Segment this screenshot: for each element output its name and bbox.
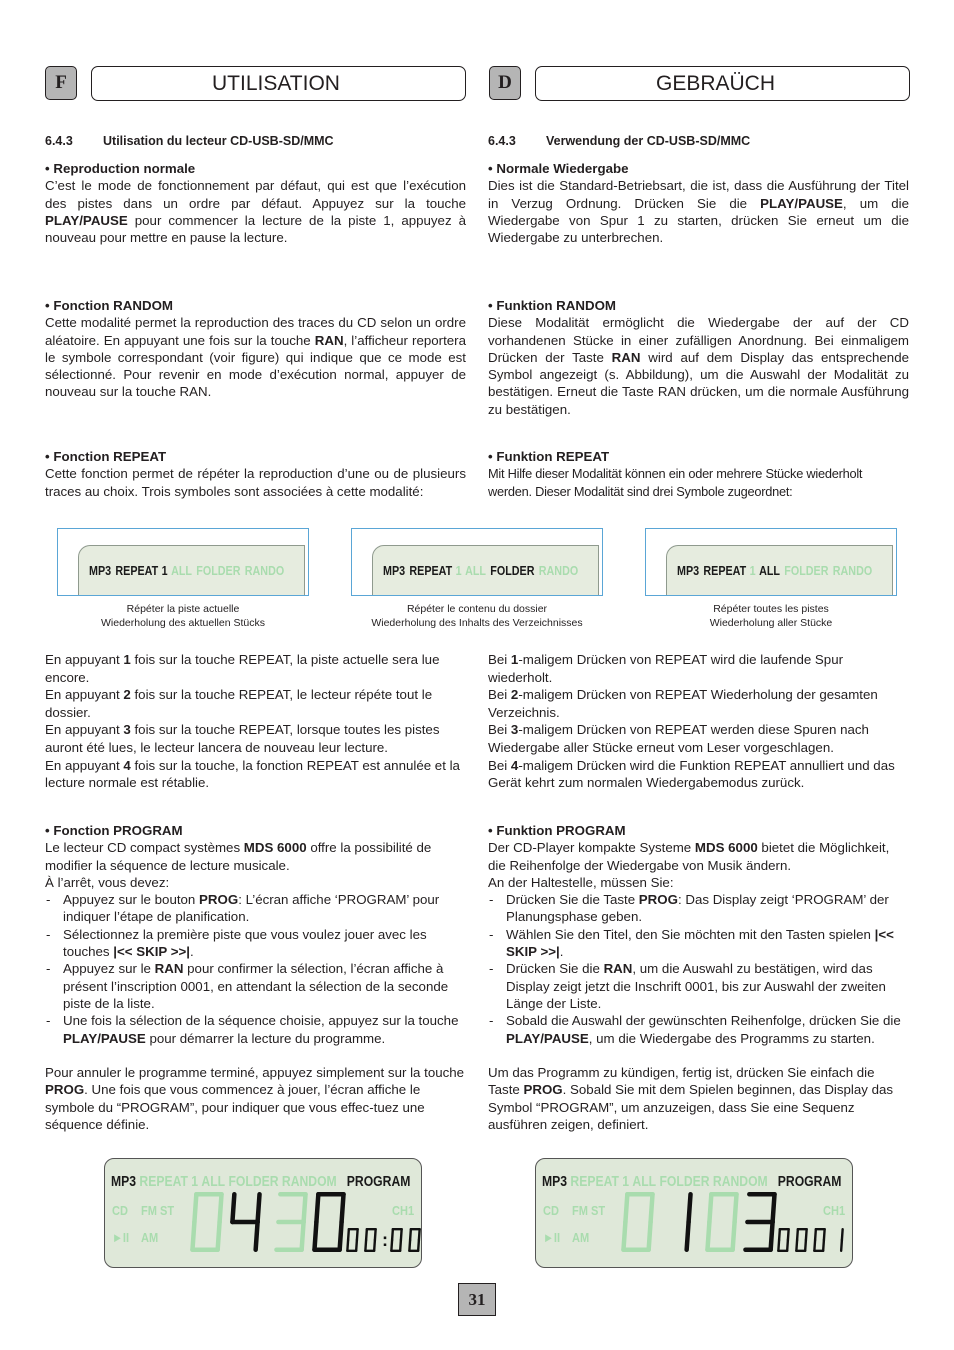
list-item: Bei 3-maligem Drücken von REPEAT werden diese Spuren nach Wiedergabe aller Stücke erneut vom Leser vorgeschlagen. — [488, 722, 869, 755]
lcd-digit — [389, 1227, 404, 1253]
lcd-segment: 1 — [191, 1174, 199, 1190]
lcd-label-cd: CD — [112, 1203, 128, 1218]
lcd-segment-row — [677, 564, 877, 578]
lcd-segment: 1 — [749, 564, 756, 578]
lcd-segment: ALL — [201, 1174, 226, 1190]
lcd-segment-row — [542, 1174, 845, 1190]
lcd-digit — [742, 1191, 778, 1253]
lcd-label-fmst: FM ST — [141, 1203, 175, 1218]
lcd-segment: FOLDER — [784, 564, 829, 578]
lcd-segment: MP3 — [89, 564, 112, 578]
lcd-digit — [830, 1227, 845, 1253]
list-item: - Appuyez sur le RAN pour confirmer la sélection, l’écran affiche à présent l’inscription 0001, en attendant la sélection de la seconde piste de la liste. — [45, 960, 466, 1012]
lcd-small-digits — [776, 1227, 848, 1253]
lcd-segment: FOLDER — [228, 1174, 279, 1190]
lcd-digit — [189, 1191, 225, 1253]
lcd-label-am: AM — [141, 1230, 159, 1245]
lcd-segment: MP3 — [111, 1174, 137, 1190]
page-title-fr: UTILISATION — [91, 66, 466, 101]
list-item: - Appuyez sur le bouton PROG: L’écran affiche ‘PROGRAM’ pour indiquer l’étape de planification. — [45, 891, 466, 926]
lcd-segment: REPEAT — [139, 1174, 188, 1190]
lcd-digit — [407, 1227, 422, 1253]
lcd-segment: MP3 — [383, 564, 406, 578]
list-item: - Une fois la sélection de la séquence choisie, appuyez sur la touche PLAY/PAUSE pour démarrer la lecture du programme. — [45, 1012, 466, 1047]
list-item: Bei 1-maligem Drücken von REPEAT wird die laufende Spur wiederholt. — [488, 652, 844, 685]
list-item: En appuyant 1 fois sur la touche REPEAT, la piste actuelle sera lue encore. — [45, 652, 440, 685]
lcd-digit — [311, 1191, 347, 1253]
list-item: En appuyant 3 fois sur la touche REPEAT, lorsque toutes les pistes auront été lues, le lecteur lancera de nouveau leur lecture. — [45, 722, 440, 755]
lcd-segment: 1 — [455, 564, 462, 578]
list-item: Bei 2-maligem Drücken von REPEAT Wiederholung der gesamten Verzeichnis. — [488, 687, 878, 720]
lcd-segment: PROGRAM — [346, 1174, 411, 1190]
repeat-press-list — [488, 651, 909, 792]
lcd-label-play: ►II — [112, 1230, 130, 1245]
page-title-de: GEBRAÜCH — [535, 66, 910, 101]
lcd-segment: ALL — [759, 564, 780, 578]
lcd-segment: RANDO — [244, 564, 285, 578]
repeat-press-list — [45, 651, 466, 792]
lcd-small-digits — [345, 1227, 422, 1253]
paragraph-program-cancel: Um das Programm zu kündigen, fertig ist, drücken Sie einfach die Taste PROG. Sobald Sie mit dem Spielen beginnen, das Display das Symbol “PROGRAM”, um anzuzeigen, dass Sie eine Sequenz ausführen zeigen, definiert. — [488, 1065, 894, 1132]
lcd-segment-row — [111, 1174, 414, 1190]
lcd-segment: REPEAT — [703, 564, 747, 578]
paragraph-program: • Funktion PROGRAM Der CD-Player kompakte Systeme MDS 6000 bietet die Möglichkeit, die Reihenfolge der Wiedergabe von Musik ändern. An der Haltestelle, müssen Sie: - Drücken Sie die Taste PROG: Das Display zeigt ‘PROGRAM’ der Planungsphase geben. - Wählen Sie den Titel, den Sie möchten mit den Tasten spielen |<< SKIP >>|. - Drücken Sie die RAN, um die Auswahl zu bestätigen, wird das Display zeigt jetzt die Inschrift 0001, bis zur Auswahl der zweiten Länge der Liste. - Sobald die Auswahl der gewünschten Reihenfolge, drücken Sie die PLAY/PAUSE, um die Wiedergabe des Programms zu starten. — [488, 822, 909, 1047]
lcd-colon: : — [382, 1230, 388, 1250]
lcd-segment: REPEAT — [570, 1174, 619, 1190]
lcd-segment: FOLDER — [490, 564, 535, 578]
page-number: 31 — [458, 1283, 496, 1316]
paragraph-normal: • Normale Wiedergabe Dies ist die Standard-Betriebsart, die ist, dass die Ausführung der Titel in Verzug Ordnung. Drücken Sie die PLAY/PAUSE, um die Wiedergabe von Spur 1 zu starten, drücken Sie erneut um die Wiedergabe zu unterbrechen. — [488, 161, 909, 246]
list-item: En appuyant 2 fois sur la touche REPEAT, le lecteur répéte tout le dossier. — [45, 687, 433, 720]
lcd-program-step — [535, 1158, 853, 1268]
lcd-digit — [363, 1227, 378, 1253]
figure-caption: Répéter la piste actuelle Wiederholung des aktuellen Stücks — [100, 603, 265, 629]
figure-caption: Répéter toutes les pistes Wiederholung aller Stücke — [709, 603, 833, 629]
lcd-program-time — [104, 1158, 422, 1268]
list-item: - Sélectionnez la première piste que vous voulez jouer avec les touches |<< SKIP >>|. — [45, 926, 466, 961]
paragraph-program-cancel: Pour annuler le programme terminé, appuyez simplement sur la touche PROG. Une fois que vous commencez à jouer, l’écran affiche le symbole du “PROGRAM”, pour indiquer que vous effec-tuez une séquence définie. — [45, 1065, 465, 1132]
lcd-digit — [658, 1191, 694, 1253]
lcd-label-ch: CH1 — [392, 1203, 415, 1218]
lcd-segment: ALL — [171, 564, 192, 578]
lcd-segment: MP3 — [542, 1174, 568, 1190]
paragraph-normal: • Reproduction normale C’est le mode de fonctionnement par défaut, qui est que l’exécution des pistes dans un ordre par défaut. Appuyez sur la touche PLAY/PAUSE pour commencer la lecture de la piste 1, appuyez à nouveau pour mettre en pause la lecture. — [45, 161, 466, 246]
lcd-segment: 1 — [622, 1174, 630, 1190]
lcd-segment: PROGRAM — [777, 1174, 842, 1190]
list-item: - Drücken Sie die RAN, um die Auswahl zu bestätigen, wird das Display zeigt jetzt die Inschrift 0001, bis zur Auswahl der zweiten Länge der Liste. — [488, 960, 909, 1012]
lcd-segment: FOLDER — [659, 1174, 710, 1190]
lcd-label-cd: CD — [543, 1203, 559, 1218]
lcd-label-ch: CH1 — [823, 1203, 846, 1218]
lcd-segment-row — [89, 564, 289, 578]
lcd-repeat-all — [645, 528, 897, 596]
lcd-digit — [812, 1227, 827, 1253]
list-item: - Wählen Sie den Titel, den Sie möchten mit den Tasten spielen |<< SKIP >>|. — [488, 926, 909, 961]
lcd-digit — [776, 1227, 791, 1253]
lcd-big-digits — [189, 1191, 349, 1261]
paragraph-random: • Fonction RANDOM Cette modalité permet la reproduction des traces du CD selon un ordre aléatoire. En appuyant une fois sur la touche RAN, l’afficheur reportera le symbole correspondant (voir figure) qui indique que ce mode est sélectionné. Pour revenir en mode d’exécution normal, appuyer de nouveau sur la touche RAN. — [45, 298, 466, 400]
paragraph-random: • Funktion RANDOM Diese Modalität ermöglicht die Wiedergabe der auf der CD vorhandenen Stücke in einer zufälligen Anordnung. Bei einmaligem Drücken der Taste RAN wird auf dem Display das entsprechende Symbol angezeigt (s. Abbildung), um die Auswahl der Modalität zu bestätigen. Erneut die Taste RAN drücken, um die normale Ausführung zu bestätigen. — [488, 298, 909, 417]
lcd-digit — [273, 1191, 309, 1253]
list-item: En appuyant 4 fois sur la touche, la fonction REPEAT est annulée et la lecture normale est rétablie. — [45, 757, 460, 791]
lcd-big-digits — [620, 1191, 780, 1261]
lcd-digit — [227, 1191, 263, 1253]
lcd-segment: REPEAT — [409, 564, 453, 578]
lcd-segment: ALL — [632, 1174, 657, 1190]
paragraph-program: • Fonction PROGRAM Le lecteur CD compact systèmes MDS 6000 offre la possibilité de modifier la séquence de lecture musicale. À l’arrêt, vous devez: - Appuyez sur le bouton PROG: L’écran affiche ‘PROGRAM’ pour indiquer l’étape de planification. - Sélectionnez la première piste que vous voulez jouer avec les touches |<< SKIP >>|. - Appuyez sur le RAN pour confirmer la sélection, l’écran affiche à présent l’inscription 0001, en attendant la sélection de la seconde piste de la liste. - Une fois la sélection de la séquence choisie, appuyez sur la touche PLAY/PAUSE pour démarrer la lecture du programme. — [45, 822, 466, 1047]
lcd-repeat-folder — [351, 528, 603, 596]
lcd-label-fmst: FM ST — [572, 1203, 606, 1218]
language-badge-de: D — [489, 66, 521, 100]
paragraph-repeat: • Funktion REPEAT Mit Hilfe dieser Modalität können ein oder mehrere Stücke wiederholt werden. Dieser Modalität sind drei Symbole zugeordnet: — [488, 449, 863, 499]
language-badge-fr: F — [45, 66, 77, 100]
figure-caption: Répéter le contenu du dossier Wiederholung des Inhalts des Verzeichnisses — [371, 603, 583, 629]
list-item: Bei 4-maligem Drücken wird die Funktion REPEAT annulliert und das Gerät kehrt zum normalen Wiedergabemodus zurück. — [488, 757, 895, 791]
lcd-digit — [794, 1227, 809, 1253]
lcd-segment: RANDOM — [281, 1174, 337, 1190]
lcd-segment: RANDO — [832, 564, 873, 578]
paragraph-repeat: • Fonction REPEAT Cette fonction permet de répéter la reproduction d’une ou de plusieurs traces au choix. Trois symboles sont associées à cette modalité: — [45, 449, 466, 499]
section-heading: 6.4.3 Utilisation du lecteur CD-USB-SD/MMC — [45, 134, 334, 148]
lcd-segment: MP3 — [677, 564, 700, 578]
lcd-repeat-one — [57, 528, 309, 596]
lcd-segment: FOLDER — [196, 564, 241, 578]
lcd-segment: 1 — [161, 564, 168, 578]
lcd-segment: RANDO — [538, 564, 579, 578]
lcd-label-am: AM — [572, 1230, 590, 1245]
lcd-digit — [345, 1227, 360, 1253]
lcd-segment-row — [383, 564, 583, 578]
lcd-segment: REPEAT — [115, 564, 159, 578]
lcd-digit — [704, 1191, 740, 1253]
lcd-segment: ALL — [465, 564, 486, 578]
lcd-segment: RANDOM — [712, 1174, 768, 1190]
lcd-digit — [620, 1191, 656, 1253]
section-heading: 6.4.3 Verwendung der CD-USB-SD/MMC — [488, 134, 751, 148]
lcd-label-play: ►II — [543, 1230, 561, 1245]
list-item: - Sobald die Auswahl der gewünschten Reihenfolge, drücken Sie die PLAY/PAUSE, um die Wiedergabe des Programms zu starten. — [488, 1012, 909, 1047]
list-item: - Drücken Sie die Taste PROG: Das Display zeigt ‘PROGRAM’ der Planungsphase geben. — [488, 891, 909, 926]
